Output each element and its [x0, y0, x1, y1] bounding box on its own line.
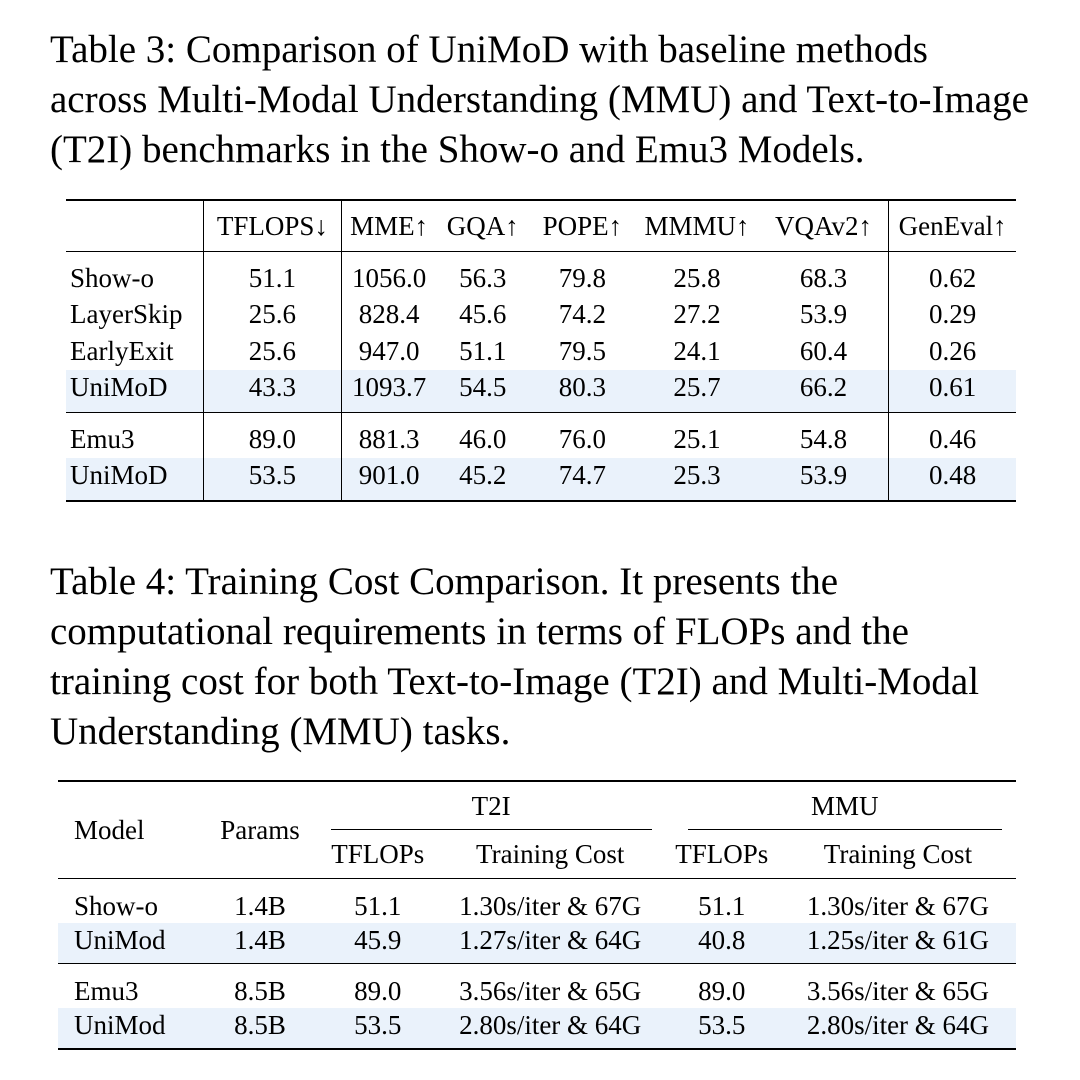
tflops-cell: 25.6 [203, 333, 342, 370]
tflops-cell: 89.0 [203, 413, 342, 458]
geneval-cell: 0.62 [889, 252, 1016, 297]
mmmu-cell: 25.8 [673, 262, 721, 293]
pope-cell: 80.3 [530, 370, 636, 413]
params-cell: 1.4B [234, 890, 286, 921]
model-cell: Show-o [74, 890, 159, 921]
mmu-tflops-cell: 89.0 [664, 964, 780, 1009]
t2i-tflops-cell: 51.1 [354, 890, 402, 921]
table-row [58, 879, 1016, 924]
t2i-cost-cell: 1.27s/iter & 64G [437, 923, 664, 964]
t2i-group-label: T2I [331, 783, 652, 830]
model-cell: Show-o [70, 262, 155, 293]
table3-header-vqav2: VQAv2↑ [759, 200, 889, 252]
model-cell: EarlyExit [70, 335, 174, 366]
tflops-cell: 51.1 [203, 252, 342, 297]
vqav2-cell: 68.3 [799, 262, 848, 293]
gqa-cell: 46.0 [436, 413, 530, 458]
table3-caption: Table 3: Comparison of UniMoD with baseline methods across Multi-Modal Understanding (MMU) and Text-to-Image (T2I) benchmarks in the Show-o and Emu3 Models. [50, 28, 1029, 171]
mmu-tflops-cell: 40.8 [664, 923, 780, 964]
mmu-tflops-cell: 53.5 [664, 1008, 780, 1049]
table3-header-model [66, 200, 203, 252]
pope-cell: 79.5 [558, 335, 606, 366]
vqav2-cell: 66.2 [759, 370, 889, 413]
table4-header-mmu-tflops: TFLOPs [664, 830, 780, 879]
mmmu-cell: 25.3 [635, 458, 759, 502]
mme-cell: 901.0 [342, 458, 436, 502]
gqa-cell: 51.1 [459, 335, 507, 366]
table3-header-mmmu: MMMU↑ [635, 200, 759, 252]
table4-header-t2i-tflops: TFLOPs [319, 830, 437, 879]
mmu-cost-cell: 1.25s/iter & 61G [780, 923, 1016, 964]
mmmu-cell: 24.1 [673, 335, 721, 366]
geneval-cell: 0.48 [889, 458, 1016, 502]
mmu-group-label: MMU [688, 783, 1002, 830]
table3-header-pope: POPE↑ [530, 200, 636, 252]
params-cell: 1.4B [201, 923, 318, 964]
mmmu-cell: 25.7 [635, 370, 759, 413]
tflops-cell: 43.3 [203, 370, 342, 413]
vqav2-cell: 53.9 [799, 299, 848, 330]
mmu-cost-cell: 3.56s/iter & 65G [780, 964, 1016, 1009]
table-row [58, 964, 1016, 1009]
t2i-cost-cell: 3.56s/iter & 65G [437, 964, 664, 1009]
table4-caption: Table 4: Training Cost Comparison. It presents the computational requirements in terms of FLOPs and the training cost for both Text-to-Image (T2I) and Multi-Modal Understanding (MMU) tasks. [50, 560, 980, 753]
mmmu-cell: 25.1 [635, 413, 759, 458]
tflops-cell: 53.5 [203, 458, 342, 502]
table-row-highlighted [58, 923, 1016, 964]
model-cell: Emu3 [58, 964, 201, 1009]
table3 [66, 199, 1016, 502]
gqa-cell: 56.3 [459, 262, 507, 293]
mmu-cost-cell: 1.30s/iter & 67G [806, 890, 990, 921]
vqav2-cell: 53.9 [759, 458, 889, 502]
mme-cell: 828.4 [342, 297, 436, 334]
table-row-highlighted [58, 1008, 1016, 1049]
table4-group-header-row [58, 781, 1016, 830]
table4-header-mmu-cost: Training Cost [780, 830, 1016, 879]
pope-cell: 74.2 [558, 299, 606, 330]
table4-group-mmu [664, 781, 1016, 830]
geneval-cell: 0.29 [889, 297, 1016, 334]
pope-cell: 76.0 [530, 413, 636, 458]
model-cell: UniMoD [66, 370, 203, 413]
table-row [66, 413, 1016, 458]
table4-header-params: Params [201, 781, 318, 879]
table3-header-mme: MME↑ [342, 200, 436, 252]
model-cell: UniMod [58, 1008, 201, 1049]
table3-header-tflops: TFLOPS↓ [203, 200, 342, 252]
vqav2-cell: 54.8 [759, 413, 889, 458]
geneval-cell: 0.46 [889, 413, 1016, 458]
t2i-tflops-cell: 53.5 [319, 1008, 437, 1049]
table3-header-row [66, 200, 1016, 252]
table4-header-t2i-cost: Training Cost [437, 830, 664, 879]
pope-cell: 74.7 [530, 458, 636, 502]
table-row [66, 297, 1016, 334]
mme-cell: 881.3 [342, 413, 436, 458]
gqa-cell: 54.5 [436, 370, 530, 413]
table-row-highlighted [66, 458, 1016, 502]
params-cell: 8.5B [201, 1008, 318, 1049]
t2i-tflops-cell: 89.0 [319, 964, 437, 1009]
t2i-cost-cell: 2.80s/iter & 64G [437, 1008, 664, 1049]
table3-header-gqa: GQA↑ [436, 200, 530, 252]
mmu-cost-cell: 2.80s/iter & 64G [780, 1008, 1016, 1049]
table4-header-model: Model [58, 781, 201, 879]
table3-header-geneval: GenEval↑ [889, 200, 1016, 252]
model-cell: UniMoD [66, 458, 203, 502]
table4 [58, 780, 1016, 1050]
t2i-cost-cell: 1.30s/iter & 67G [459, 890, 642, 921]
geneval-cell: 0.26 [889, 333, 1016, 370]
mme-cell: 1056.0 [342, 252, 436, 297]
gqa-cell: 45.6 [459, 299, 507, 330]
table-row-highlighted [66, 370, 1016, 413]
geneval-cell: 0.61 [889, 370, 1016, 413]
params-cell: 8.5B [201, 964, 318, 1009]
model-cell: UniMod [58, 923, 201, 964]
t2i-tflops-cell: 45.9 [319, 923, 437, 964]
gqa-cell: 45.2 [436, 458, 530, 502]
vqav2-cell: 60.4 [799, 335, 848, 366]
table-row [66, 252, 1016, 297]
mme-cell: 947.0 [342, 333, 436, 370]
tflops-cell: 25.6 [203, 297, 342, 334]
model-cell: Emu3 [66, 413, 203, 458]
mme-cell: 1093.7 [342, 370, 436, 413]
pope-cell: 79.8 [558, 262, 606, 293]
mmmu-cell: 27.2 [673, 299, 721, 330]
mmu-tflops-cell: 51.1 [698, 890, 746, 921]
model-cell: LayerSkip [70, 299, 183, 330]
table4-group-t2i [319, 781, 664, 830]
table-row [66, 333, 1016, 370]
